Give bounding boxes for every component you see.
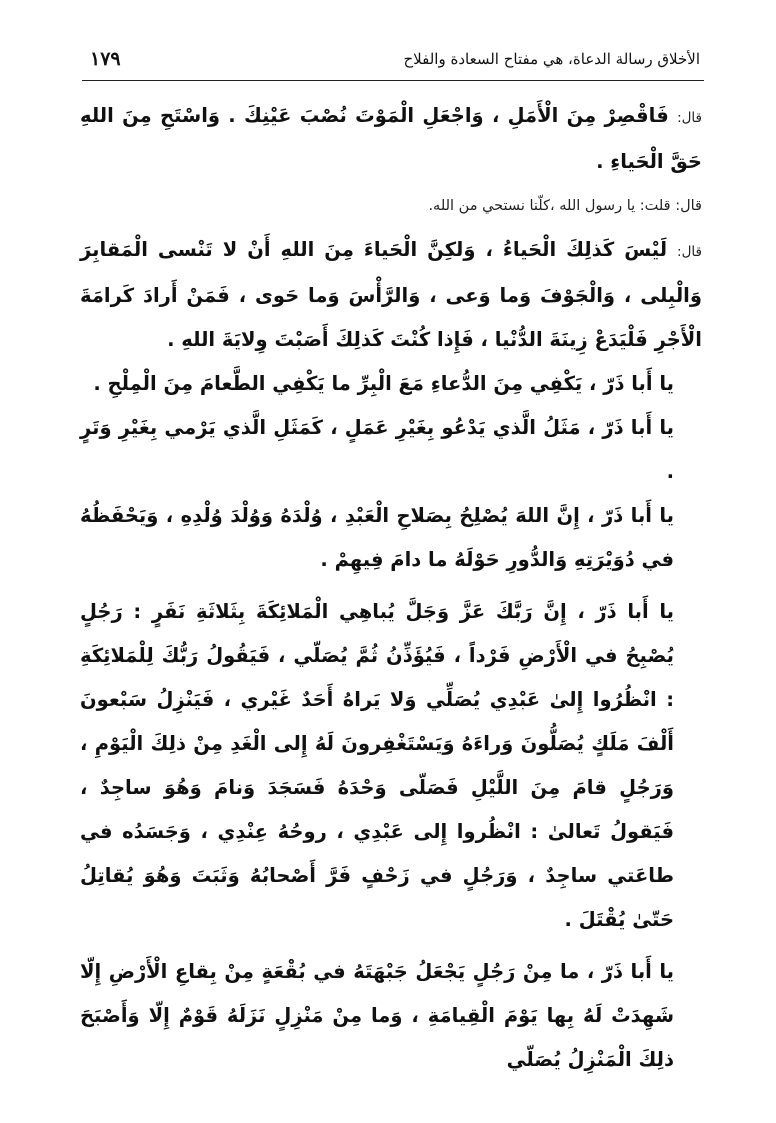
paragraph-1 xyxy=(80,94,702,184)
paragraph-5: يا أَبا ذَرّ ، مَثَلُ الَّذي يَدْعُو بِغَيْرِ عَمَلٍ ، كَمَثَلِ الَّذي يَرْمي بِغَيْرِ وَتَرٍ . xyxy=(80,416,674,483)
paragraph-4: يا أَبا ذَرّ ، يَكْفِي مِنَ الدُّعاءِ مَعَ الْبِرِّ ما يَكْفِي الطَّعامَ مِنَ الْمِلْحِ . xyxy=(93,372,674,395)
paragraph-8: يا أَبا ذَرّ ، ما مِنْ رَجُلٍ يَجْعَلُ جَبْهَتَهُ في بُقْعَةٍ مِنْ بِقاعِ الْأَرْضِ إِلّا شَهِدَتْ لَهُ بِها يَوْمَ الْقِيامَةِ ، وَما مِنْ مَنْزِلٍ نَزَلَهُ قَوْمٌ إِلّا وَأَصْبَحَ ذلِكَ الْمَنْزِلُ يُصَلّي xyxy=(80,960,674,1071)
page-number: ١٧٩ xyxy=(90,48,121,70)
paragraph-text: لَيْسَ كَذلِكَ الْحَياءُ ، وَلكِنَّ الْحَياءَ مِنَ اللهِ أَنْ لا تَنْسى الْمَقابِرَ وَالْبِلى ، وَالْجَوْفَ وَما وَعى ، وَالرَّأْسَ وَما حَوى ، فَمَنْ أَرادَ كَرامَةَ الْأَجْرِ فَلْيَدَعْ زِينَةَ الدُّنْيا ، فَإِذا كُنْتَ كَذلِكَ أَصَبْتَ وِلايَةَ اللهِ . xyxy=(80,238,702,351)
paragraph-6: يا أَبا ذَرّ ، إِنَّ اللهَ يُصْلِحُ بِصَلاحِ الْعَبْدِ ، وُلْدَهُ وَوُلْدَ وُلْدِهِ ، وَيَحْفَظُهُ في دُوَيْرَتِهِ وَالدُّورِ حَوْلَهُ ما دامَ فِيهِمْ . xyxy=(80,504,674,571)
paragraph-2: قال: قلت: يا رسول الله ،كلّنا نستحي من الله. xyxy=(428,198,702,214)
running-header xyxy=(82,40,704,81)
page-body xyxy=(80,94,702,1082)
paragraph-7: يا أَبا ذَرّ ، إِنَّ رَبَّكَ عَزَّ وَجَلَّ يُباهِي الْمَلائِكَةَ بِثَلاثَةِ نَفَرٍ : رَجُلٍ يُصْبِحُ في الْأَرْضِ فَرْداً ، فَيُؤَذِّنُ ثُمَّ يُصَلّي ، فَيَقُولُ رَبُّكَ لِلْمَلائِكَةِ : انْظُرُوا إِلىٰ عَبْدِي يُصَلِّي وَلا يَراهُ أَحَدٌ غَيْري ، فَيَنْزِلُ سَبْعونَ أَلْفَ مَلَكٍ يُصَلُّونَ وَراءَهُ وَيَسْتَغْفِرونَ لَهُ إِلى الْغَدِ مِنْ ذلِكَ الْيَوْمِ ، وَرَجُلٍ قامَ مِنَ اللَّيْلِ فَصَلّى وَحْدَهُ فَسَجَدَ وَنامَ وَهُوَ ساجِدٌ ، فَيَقولُ تَعالىٰ : انْظُروا إِلى عَبْدِي ، روحُهُ عِنْدِي ، وَجَسَدُه في طاعَتي ساجِدٌ ، وَرَجُلٍ في زَحْفٍ فَرَّ أَصْحابُهُ وَثَبَتَ وَهُوَ يُقاتِلُ حَتّىٰ يُقْتَلَ . xyxy=(80,600,674,931)
paragraph-text: فَاقْصِرْ مِنَ الْأَمَلِ ، وَاجْعَلِ الْمَوْتَ نُصْبَ عَيْنِكَ . وَاسْتَحِ مِنَ اللهِ حَقَّ الْحَياءِ . xyxy=(80,104,702,173)
paragraph-3 xyxy=(80,228,702,362)
speaker-prefix: قال: xyxy=(677,110,703,126)
running-title: الأخلاق رسالة الدعاة، هي مفتاح السعادة والفلاح xyxy=(403,50,700,68)
speaker-prefix: قال: xyxy=(677,244,702,260)
